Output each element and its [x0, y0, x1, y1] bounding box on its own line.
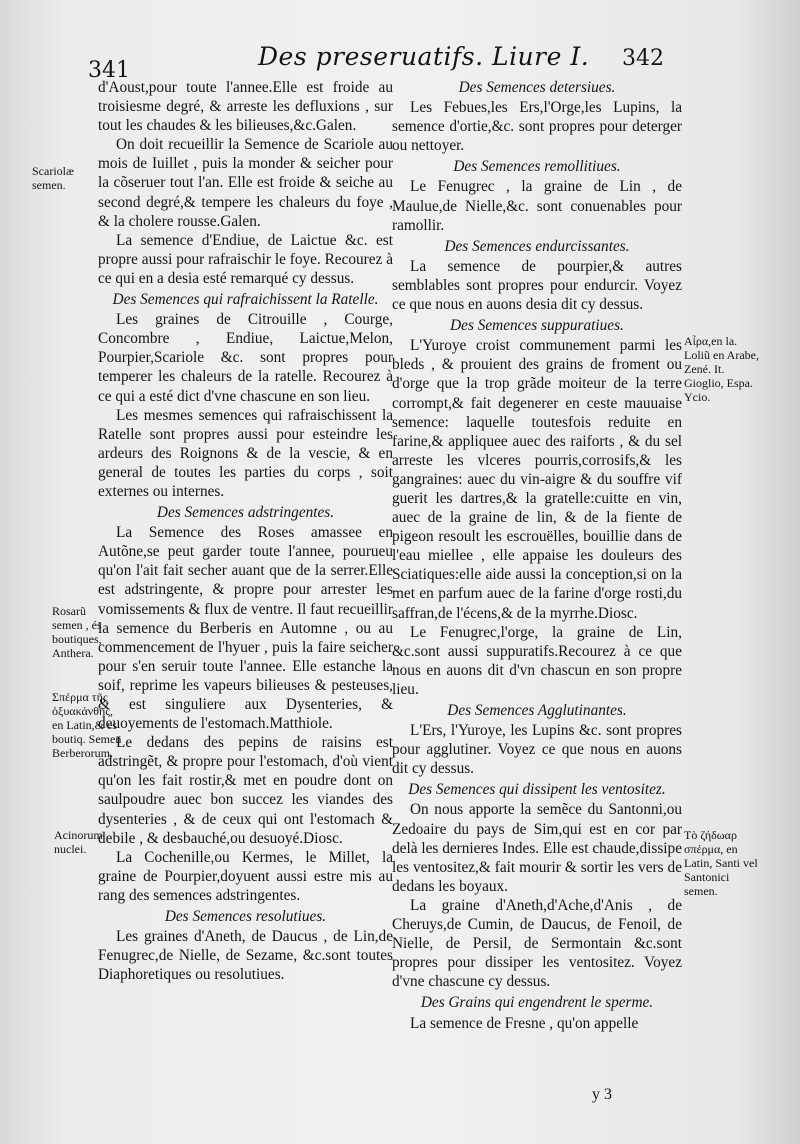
paragraph: Les graines d'Aneth, de Daucus , de Lin,de Fenugrec,de Nielle, de Sezame, &c.sont toutes Diaphoretiques ou resolutiues. — [98, 928, 393, 984]
section-heading: Des Semences suppuratiues. — [450, 317, 624, 335]
page-number-right: 342 — [622, 46, 664, 71]
margin-note-aira: Αἶρα,en la. Loliũ en Arabe, Zené. It. Gioglio, Espa. Ycio. — [684, 334, 759, 404]
paragraph: La semence d'Endiue, de Laictue &c. est propre aussi pour rafraischir le foye. Recourez à ce qui en a desia esté remarqué cy dessus. — [98, 231, 393, 287]
paragraph: d'Aoust,pour toute l'annee.Elle est froide au troisiesme degré, & arreste les defluxions , sur tout les chaudes & les bilieuses,&c.Galen. — [98, 79, 393, 135]
section-heading: Des Grains qui engendrent le sperme. — [420, 994, 654, 1012]
section-heading: Des Semences Agglutinantes. — [447, 702, 627, 719]
margin-note-santonicum: Τὸ ζήδωαρ σπέρμα, en Latin, Santi vel Santonici semen. — [684, 828, 758, 898]
left-text-column — [98, 78, 393, 984]
margin-note-scariole: Scariolæ semen. — [32, 164, 74, 192]
page-number-left: 341 — [88, 58, 130, 83]
paragraph: La Semence des Roses amassee en Autõne,se peut garder toute l'annee, pourueu qu'on l'ait fait secher auant que de la serrer.Elle est adstringente, & propre pour arrester les vomissements & flux de ventre. Il faut recueillir la semence du Berberis en Automne , ou au commencement de l'hyuer , puis la faire seicher pour s'en seruir toute l'annee. Elle estanche la soif, reprime les vapeurs bilieuses & pesteuses, & est singuliere aux Dysenteries, & deuoyements de l'estomach.Matthiole. — [98, 524, 393, 733]
paragraph: La Cochenille,ou Kermes, le Millet, la graine de Pourpier,doyuent aussi estre mis au rang des semences adstringentes. — [98, 848, 393, 904]
paragraph: On doit recueillir la Semence de Scariole au mois de Iuillet , puis la monder & seicher pour la cõseruer tout l'an. Elle est froide & seiche au second degré,& tempere les chaleurs du foye , & la cholere rousse.Galen. — [98, 136, 393, 230]
section-heading: Des Semences adstringentes. — [156, 504, 335, 522]
page-header — [0, 40, 800, 83]
section-heading: Des Semences qui rafraichissent la Ratelle. — [112, 291, 379, 309]
paragraph: Le dedans des pepins de raisins est adstringẽt, & propre pour l'estomach, d'où vient qu'on les fait rostir,& met en poudre dont on saulpoudre auec bon succez les viandes des dysenteries , & de ceux qui ont l'estomach & debile , & desbauché,ou desuoyé.Diosc. — [98, 734, 393, 847]
paragraph: La semence de Fresne , qu'on appelle — [410, 1014, 639, 1032]
margin-note-rosarum: Rosarũ semen , és boutiques, Anthera. — [52, 604, 102, 660]
section-heading: Des Semences remollitiues. — [453, 158, 621, 176]
paragraph: L'Ers, l'Yuroye, les Lupins &c. sont propres pour agglutiner. Voyez ce que nous en auons dit cy dessus. — [392, 722, 682, 778]
section-heading: Des Semences qui dissipent les ventositez. — [408, 781, 666, 799]
paragraph: Le Fenugrec,l'orge, la graine de Lin, &c.sont aussi suppuratifs.Recourez à ce que nous en auons dit d'vn chascun en son propre lieu. — [392, 623, 682, 698]
margin-note-berberis: Σπέρμα τῆς ὀξυακάνθης, en Latin,& es boutiq. Semen Berberorum. — [52, 690, 122, 760]
margin-note-acinorum: Acinorum nuclei. — [54, 828, 103, 856]
paragraph: L'Yuroye croist communement parmi les bleds , & prouient des grains de froment ou d'orge que la trop grãde moiteur de la terre corrompt,& fait degenerer en ceste mauuaise semence: laquelle toutesfois reduite en farine,& appliquee auec des raiforts , & du sel arreste les vlceres pourris,corrosifs,& les gangraines: auec du vin-aigre & du souffre vif guerit les dartres,& la gratelle:cuitte en vin, auec de la graine de lin, & de la fiente de pigeon resoult les escrouëlles, bouillie dans de l'eau miellee , elle appaise les douleurs des Sciatiques:elle aide aussi la conception,si on la met en parfum auec de la farine d'orge rosti,du saffran,de l'écens,& de la myrrhe.Diosc. — [392, 337, 682, 622]
paragraph: Les graines de Citrouille , Courge, Concombre , Endiue, Laictue,Melon, Pourpier,Scariole &c. sont propres pour temperer les chaleurs de la ratelle. Recourez à ce qui a esté dict d'vne chascune en son lieu. — [98, 311, 393, 405]
section-heading: Des Semences resolutiues. — [164, 908, 327, 926]
paragraph: La semence de pourpier,& autres semblables sont propres pour endurcir. Voyez ce que nous en auons desia dit cy dessus. — [392, 257, 682, 314]
paragraph: On nous apporte la semẽce du Santonni,ou Zedoaire du pays de Sim,qui est en cor par delà les dernieres Indes. Elle est chaude,dissipe les ventositez,& fait mourir & sortir les vers de dedans les boyaux. — [392, 801, 682, 895]
paragraph: Les mesmes semences qui rafraischissent la Ratelle sont propres aussi pour esteindre les ardeurs des Roignons & de la vescie, & en general de toutes les parties du corps , soit externes ou internes. — [98, 406, 393, 500]
right-text-column — [392, 76, 682, 1033]
paragraph: La graine d'Aneth,d'Ache,d'Anis , de Cheruys,de Cumin, de Daucus, de Fenoil, de Nielle, de Persil, de Sermontain &c.sont propres pour dissiper les ventositez. Voyez d'vne chascune cy dessus. — [392, 896, 682, 991]
section-heading: Des Semences detersiues. — [458, 79, 616, 96]
catchword: y 3 — [592, 1086, 612, 1103]
paragraph: Le Fenugrec , la graine de Lin , de Maulue,de Nielle,&c. sont conuenables pour ramollir. — [392, 178, 682, 234]
section-heading: Des Semences endurcissantes. — [444, 237, 630, 255]
paragraph: Les Febues,les Ers,l'Orge,les Lupins, la semence d'ortie,&c. sont propres pour deterger ou nettoyer. — [392, 99, 682, 155]
running-title: Des preseruatifs. Liure I. — [258, 42, 590, 71]
